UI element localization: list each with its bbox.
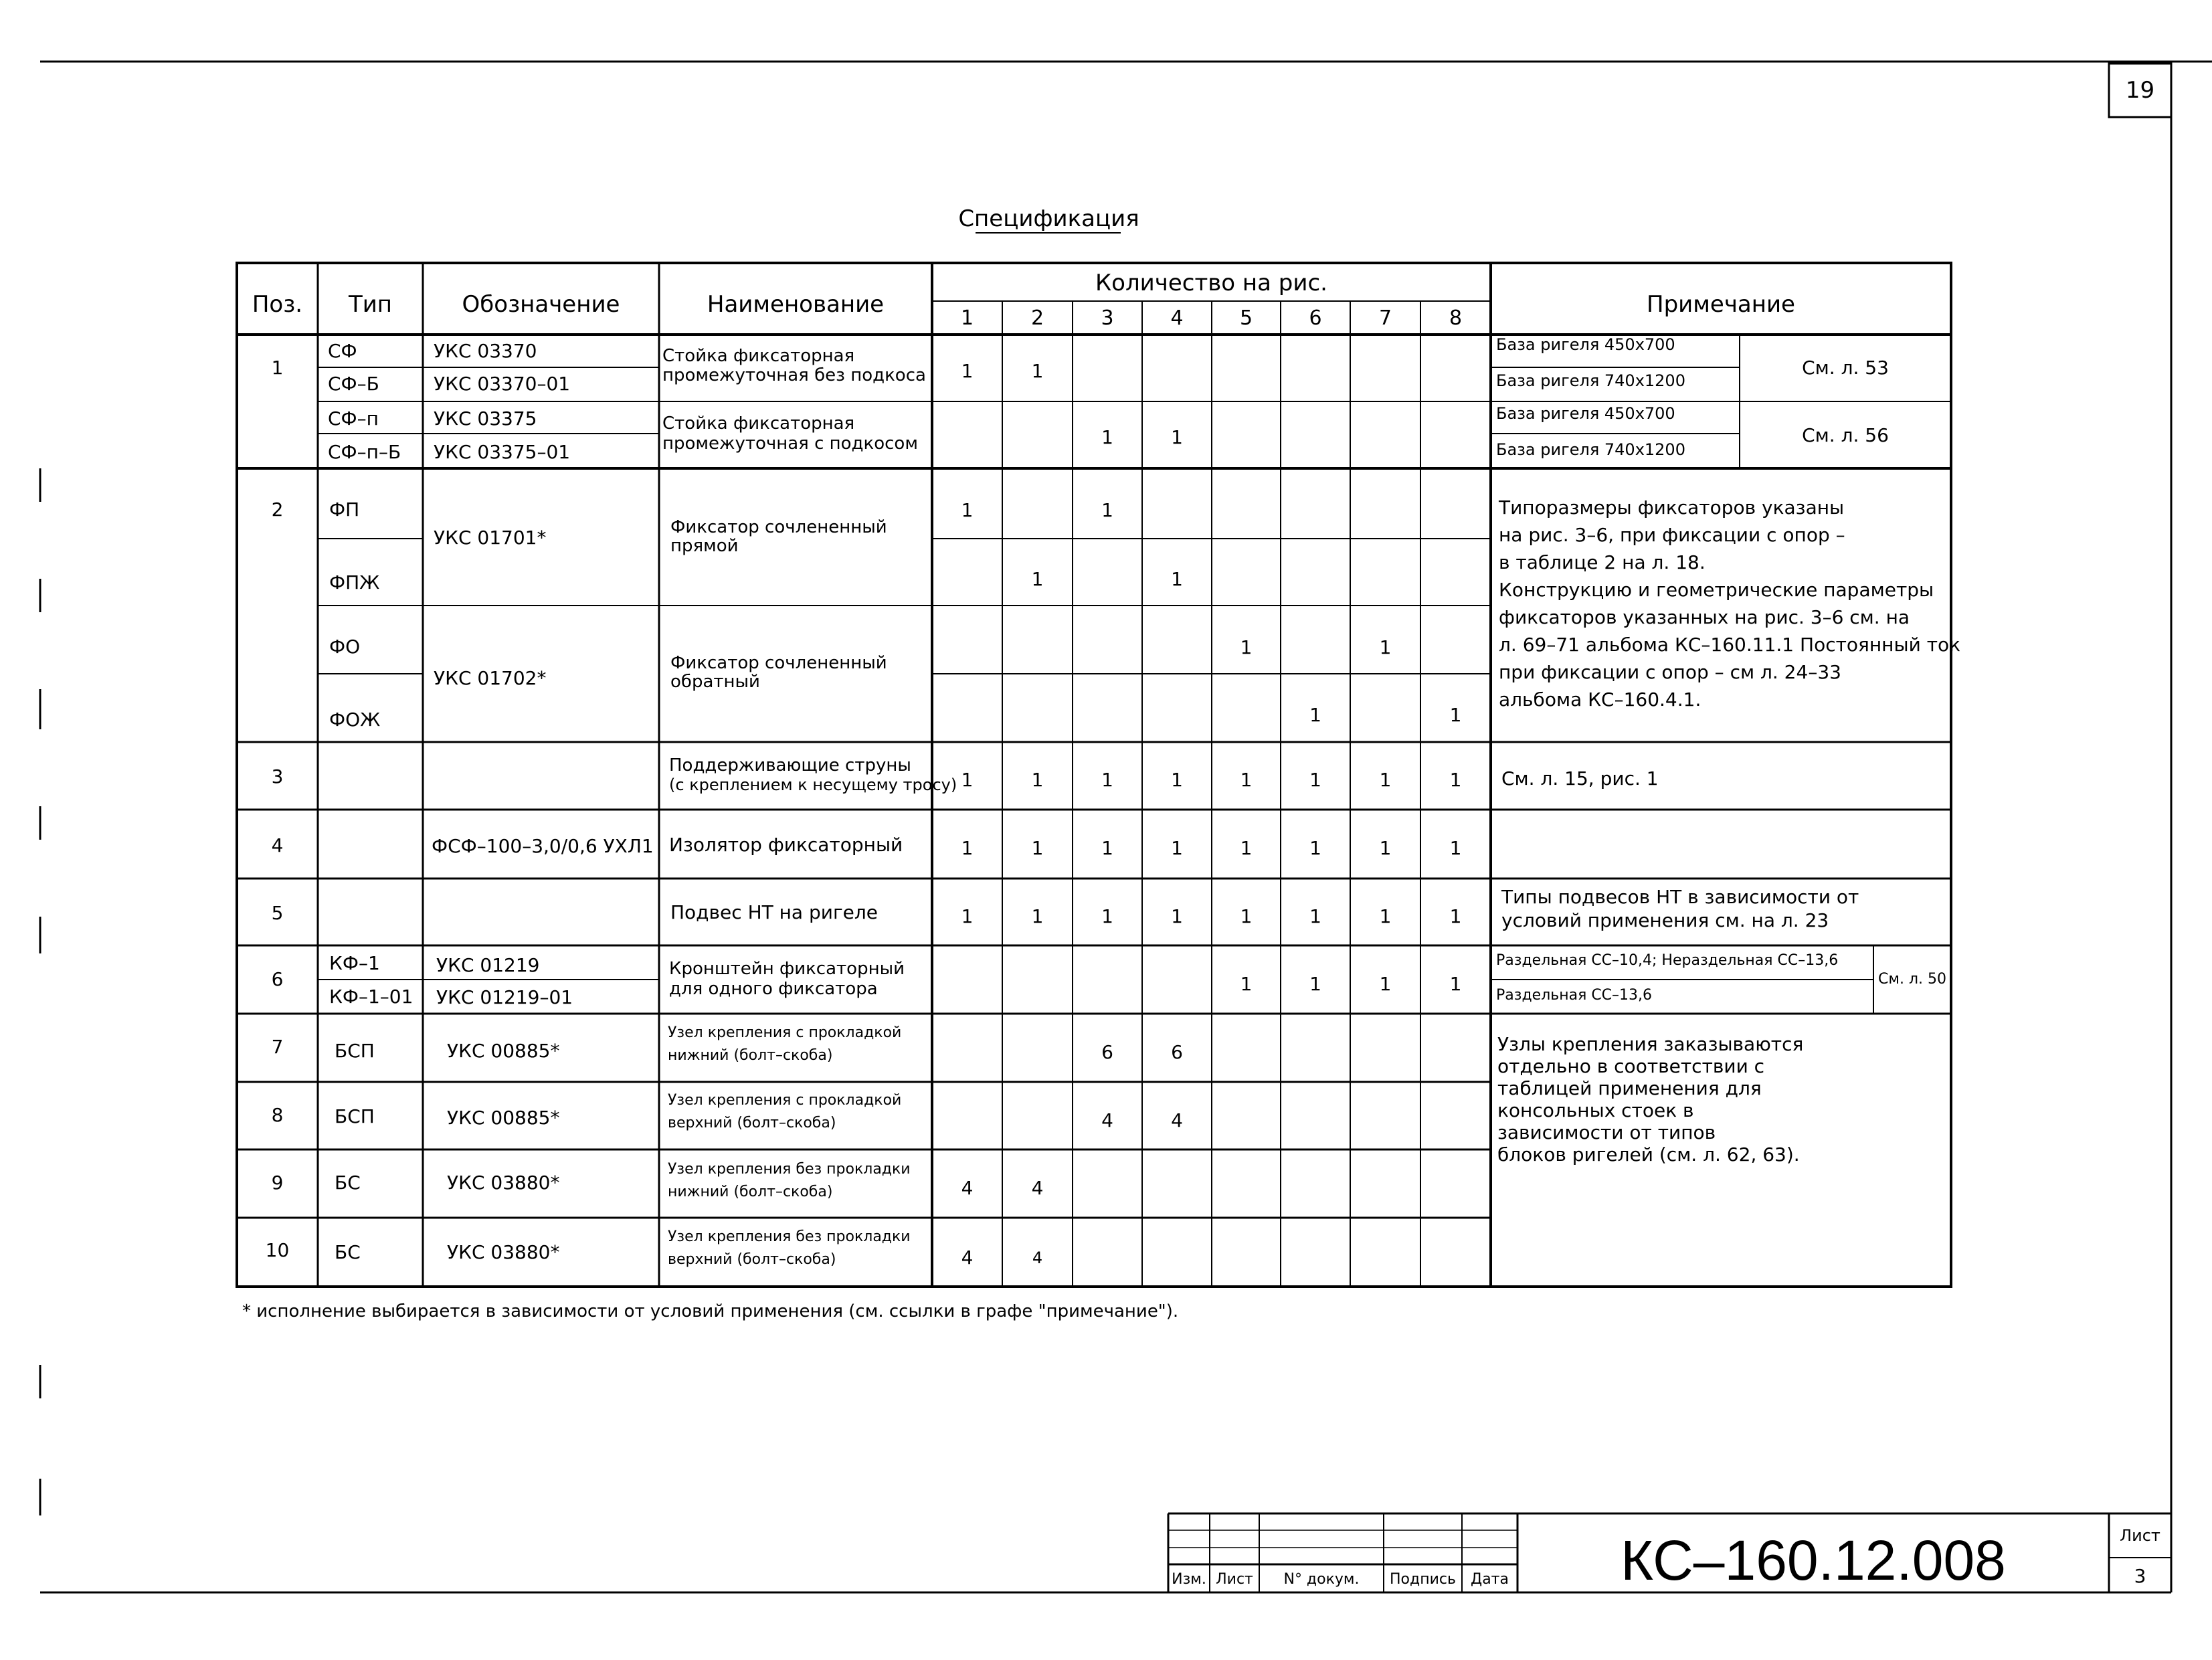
row-name: нижний (болт–скоба) <box>668 1047 833 1064</box>
row-pos: 10 <box>265 1239 290 1261</box>
row-pos: 9 <box>271 1172 284 1194</box>
row-note: Типоразмеры фиксаторов указаны <box>1499 496 1845 519</box>
note-line: консольных стоек в <box>1497 1099 1694 1121</box>
row-designation: УКС 01701* <box>434 527 547 549</box>
qty-col-4: 4 <box>1170 306 1184 330</box>
qty-cell: 1 <box>1309 704 1321 726</box>
row-type: ФПЖ <box>329 571 380 593</box>
qty-cell: 1 <box>1031 837 1044 859</box>
qty-cell: 1 <box>1171 905 1183 927</box>
row-name: Поддерживающие струны <box>669 755 911 775</box>
qty-cell: 1 <box>961 905 974 927</box>
qty-cell: 1 <box>1101 426 1113 448</box>
qty-col-8: 8 <box>1449 306 1463 330</box>
row-name: Стойка фиксаторная <box>662 413 855 434</box>
row-name: верхний (болт–скоба) <box>668 1115 836 1131</box>
row-name: промежуточная без подкоса <box>662 365 926 385</box>
qty-cell: 1 <box>1379 636 1392 658</box>
qty-col-1: 1 <box>960 306 974 330</box>
row-designation: УКС 00885* <box>447 1107 560 1129</box>
stamp-col-label: Изм. <box>1172 1571 1206 1588</box>
top-sheet-number: 19 <box>2125 77 2155 104</box>
qty-cell: 4 <box>1031 1177 1044 1199</box>
row-name: Узел крепления с прокладкой <box>668 1092 902 1109</box>
qty-cell: 1 <box>1171 769 1183 791</box>
row-pos: 1 <box>271 357 284 379</box>
row-ref: См. л. 53 <box>1802 357 1889 379</box>
row-pos: 4 <box>271 834 284 856</box>
row-type: КФ–1 <box>329 952 380 974</box>
document-code: КС–160.12.008 <box>1621 1529 2006 1592</box>
note-line: таблицей применения для <box>1497 1077 1762 1099</box>
row-type: ФОЖ <box>329 709 381 731</box>
row-designation: УКС 03370–01 <box>434 373 571 395</box>
row-designation: УКС 01219–01 <box>436 986 573 1008</box>
row-note: в таблице 2 на л. 18. <box>1499 551 1706 573</box>
row-note: Раздельная СС–10,4; Нераздельная СС–13,6 <box>1496 952 1839 969</box>
qty-cell: 1 <box>1309 905 1321 927</box>
row-note: альбома КС–160.4.1. <box>1499 688 1701 711</box>
row-designation: УКС 03375 <box>434 407 537 430</box>
row-type: БСП <box>335 1040 375 1062</box>
row-name: для одного фиксатора <box>669 979 878 999</box>
stamp-col-label: Дата <box>1471 1571 1509 1588</box>
qty-cell: 1 <box>1031 568 1044 590</box>
header-designation: Обозначение <box>462 291 620 318</box>
row-ref: См. л. 56 <box>1802 424 1889 446</box>
qty-cell: 1 <box>1101 499 1113 521</box>
row-name: обратный <box>670 672 760 692</box>
row-type: КФ–1–01 <box>329 986 413 1008</box>
qty-cell: 1 <box>1240 837 1253 859</box>
row-note: условий применения см. на л. 23 <box>1501 909 1829 931</box>
row-name: Узел крепления без прокладки <box>668 1228 911 1245</box>
sheet-number: 3 <box>2134 1565 2146 1587</box>
qty-col-6: 6 <box>1309 306 1322 330</box>
qty-cell: 6 <box>1171 1041 1183 1063</box>
row-name: нижний (болт–скоба) <box>668 1184 833 1200</box>
qty-cell: 1 <box>1379 769 1392 791</box>
qty-cell: 1 <box>1449 973 1462 995</box>
qty-cell: 1 <box>1309 973 1321 995</box>
note-line: отдельно в соответствии с <box>1497 1055 1765 1077</box>
qty-col-7: 7 <box>1378 306 1392 330</box>
row-designation: ФСФ–100–3,0/0,6 УХЛ1 <box>432 835 654 857</box>
row-name: прямой <box>670 536 739 556</box>
qty-cell: 1 <box>1240 973 1253 995</box>
qty-cell: 1 <box>1240 769 1253 791</box>
qty-cell: 1 <box>1031 360 1044 382</box>
qty-cell: 1 <box>1171 568 1183 590</box>
row-name: Фиксатор сочлененный <box>670 517 887 537</box>
header-name: Наименование <box>707 291 885 318</box>
header-type: Тип <box>348 291 393 318</box>
qty-col-5: 5 <box>1239 306 1253 330</box>
row-type: СФ–п–Б <box>328 441 401 463</box>
qty-cell: 1 <box>1031 905 1044 927</box>
qty-cell: 4 <box>1171 1109 1183 1131</box>
qty-cell: 1 <box>1101 837 1113 859</box>
note-line: зависимости от типов <box>1497 1121 1716 1143</box>
qty-cell: 4 <box>961 1247 974 1269</box>
row-pos: 7 <box>271 1036 284 1058</box>
row-name: Стойка фиксаторная <box>662 346 855 366</box>
qty-col-2: 2 <box>1030 306 1044 330</box>
row-name: Кронштейн фиксаторный <box>669 959 905 979</box>
row-name: верхний (болт–скоба) <box>668 1251 836 1268</box>
row-note: л. 69–71 альбома КС–160.11.1 Постоянный ток <box>1499 634 1961 656</box>
row-name: Изолятор фиксаторный <box>669 834 903 856</box>
row-note: База ригеля 450х700 <box>1496 404 1675 423</box>
row-designation: УКС 03370 <box>434 340 537 362</box>
row-note: Раздельная СС–13,6 <box>1496 987 1653 1004</box>
qty-cell: 1 <box>961 837 974 859</box>
row-designation: УКС 01219 <box>436 954 540 976</box>
row-type: ФП <box>329 498 360 521</box>
qty-cell: 1 <box>1031 769 1044 791</box>
row-pos: 8 <box>271 1104 284 1126</box>
stamp-col-label: Лист <box>1216 1571 1253 1588</box>
row-type: СФ <box>328 340 357 362</box>
qty-cell: 4 <box>1032 1249 1043 1267</box>
qty-cell: 1 <box>1449 837 1462 859</box>
row-note: фиксаторов указанных на рис. 3–6 см. на <box>1499 606 1910 628</box>
footnote: * исполнение выбирается в зависимости от условий применения (см. ссылки в графе "примечание"). <box>242 1301 1179 1321</box>
row-designation: УКС 01702* <box>434 667 547 689</box>
header-qty: Количество на рис. <box>1095 270 1327 296</box>
row-note: Конструкцию и геометрические параметры <box>1499 579 1934 601</box>
row-pos: 2 <box>271 498 284 521</box>
row-name: Узел крепления с прокладкой <box>668 1024 902 1041</box>
note-line: блоков ригелей (см. л. 62, 63). <box>1497 1143 1800 1166</box>
qty-cell: 1 <box>1171 837 1183 859</box>
qty-cell: 1 <box>1449 769 1462 791</box>
qty-cell: 1 <box>961 360 974 382</box>
row-type: БС <box>335 1172 361 1194</box>
sheet-label: Лист <box>2120 1526 2160 1545</box>
row-ref: См. л. 50 <box>1878 971 1946 988</box>
qty-cell: 1 <box>1449 905 1462 927</box>
row-designation: УКС 03880* <box>447 1241 560 1263</box>
qty-cell: 1 <box>1379 973 1392 995</box>
note-line: Узлы крепления заказываются <box>1497 1033 1804 1055</box>
row-name: Узел крепления без прокладки <box>668 1161 911 1178</box>
row-pos: 5 <box>271 902 284 924</box>
header-pos: Поз. <box>252 291 303 318</box>
stamp-col-label: Подпись <box>1390 1571 1456 1588</box>
row-note: на рис. 3–6, при фиксации с опор – <box>1499 524 1845 546</box>
qty-cell: 1 <box>1309 769 1321 791</box>
qty-cell: 1 <box>1101 769 1113 791</box>
qty-cell: 1 <box>1449 704 1462 726</box>
qty-cell: 1 <box>1309 837 1321 859</box>
row-designation: УКС 03880* <box>447 1172 560 1194</box>
qty-cell: 1 <box>1240 636 1253 658</box>
row-note: База ригеля 740х1200 <box>1496 371 1685 390</box>
row-note: при фиксации с опор – см л. 24–33 <box>1499 661 1841 683</box>
row-type: СФ–п <box>328 407 379 430</box>
qty-cell: 1 <box>961 499 974 521</box>
row-type: СФ–Б <box>328 373 379 395</box>
stamp-col-label: N° докум. <box>1283 1571 1360 1588</box>
qty-cell: 1 <box>1101 905 1113 927</box>
row-designation: УКС 00885* <box>447 1040 560 1062</box>
row-designation: УКС 03375–01 <box>434 441 571 463</box>
row-name: Подвес НТ на ригеле <box>670 901 879 923</box>
qty-cell: 1 <box>1240 905 1253 927</box>
header-note: Примечание <box>1647 291 1795 318</box>
row-type: БС <box>335 1241 361 1263</box>
row-pos: 6 <box>271 968 284 990</box>
qty-cell: 1 <box>1171 426 1183 448</box>
qty-cell: 4 <box>1101 1109 1113 1131</box>
row-pos: 3 <box>271 765 284 788</box>
row-note: Типы подвесов НТ в зависимости от <box>1501 886 1859 908</box>
page-title: Спецификация <box>958 205 1139 232</box>
row-name: промежуточная с подкосом <box>662 434 918 454</box>
row-note: База ригеля 450х700 <box>1496 335 1675 354</box>
row-note: База ригеля 740х1200 <box>1496 440 1685 459</box>
row-type: ФО <box>329 636 361 658</box>
qty-col-3: 3 <box>1101 306 1114 330</box>
row-type: БСП <box>335 1105 375 1127</box>
qty-cell: 1 <box>1379 837 1392 859</box>
qty-cell: 6 <box>1101 1041 1113 1063</box>
qty-cell: 4 <box>961 1177 974 1199</box>
row-note: См. л. 15, рис. 1 <box>1501 767 1659 790</box>
qty-cell: 1 <box>961 769 974 791</box>
qty-cell: 1 <box>1379 905 1392 927</box>
row-name: Фиксатор сочлененный <box>670 653 887 673</box>
row-name: (с креплением к несущему тросу) <box>669 775 957 794</box>
